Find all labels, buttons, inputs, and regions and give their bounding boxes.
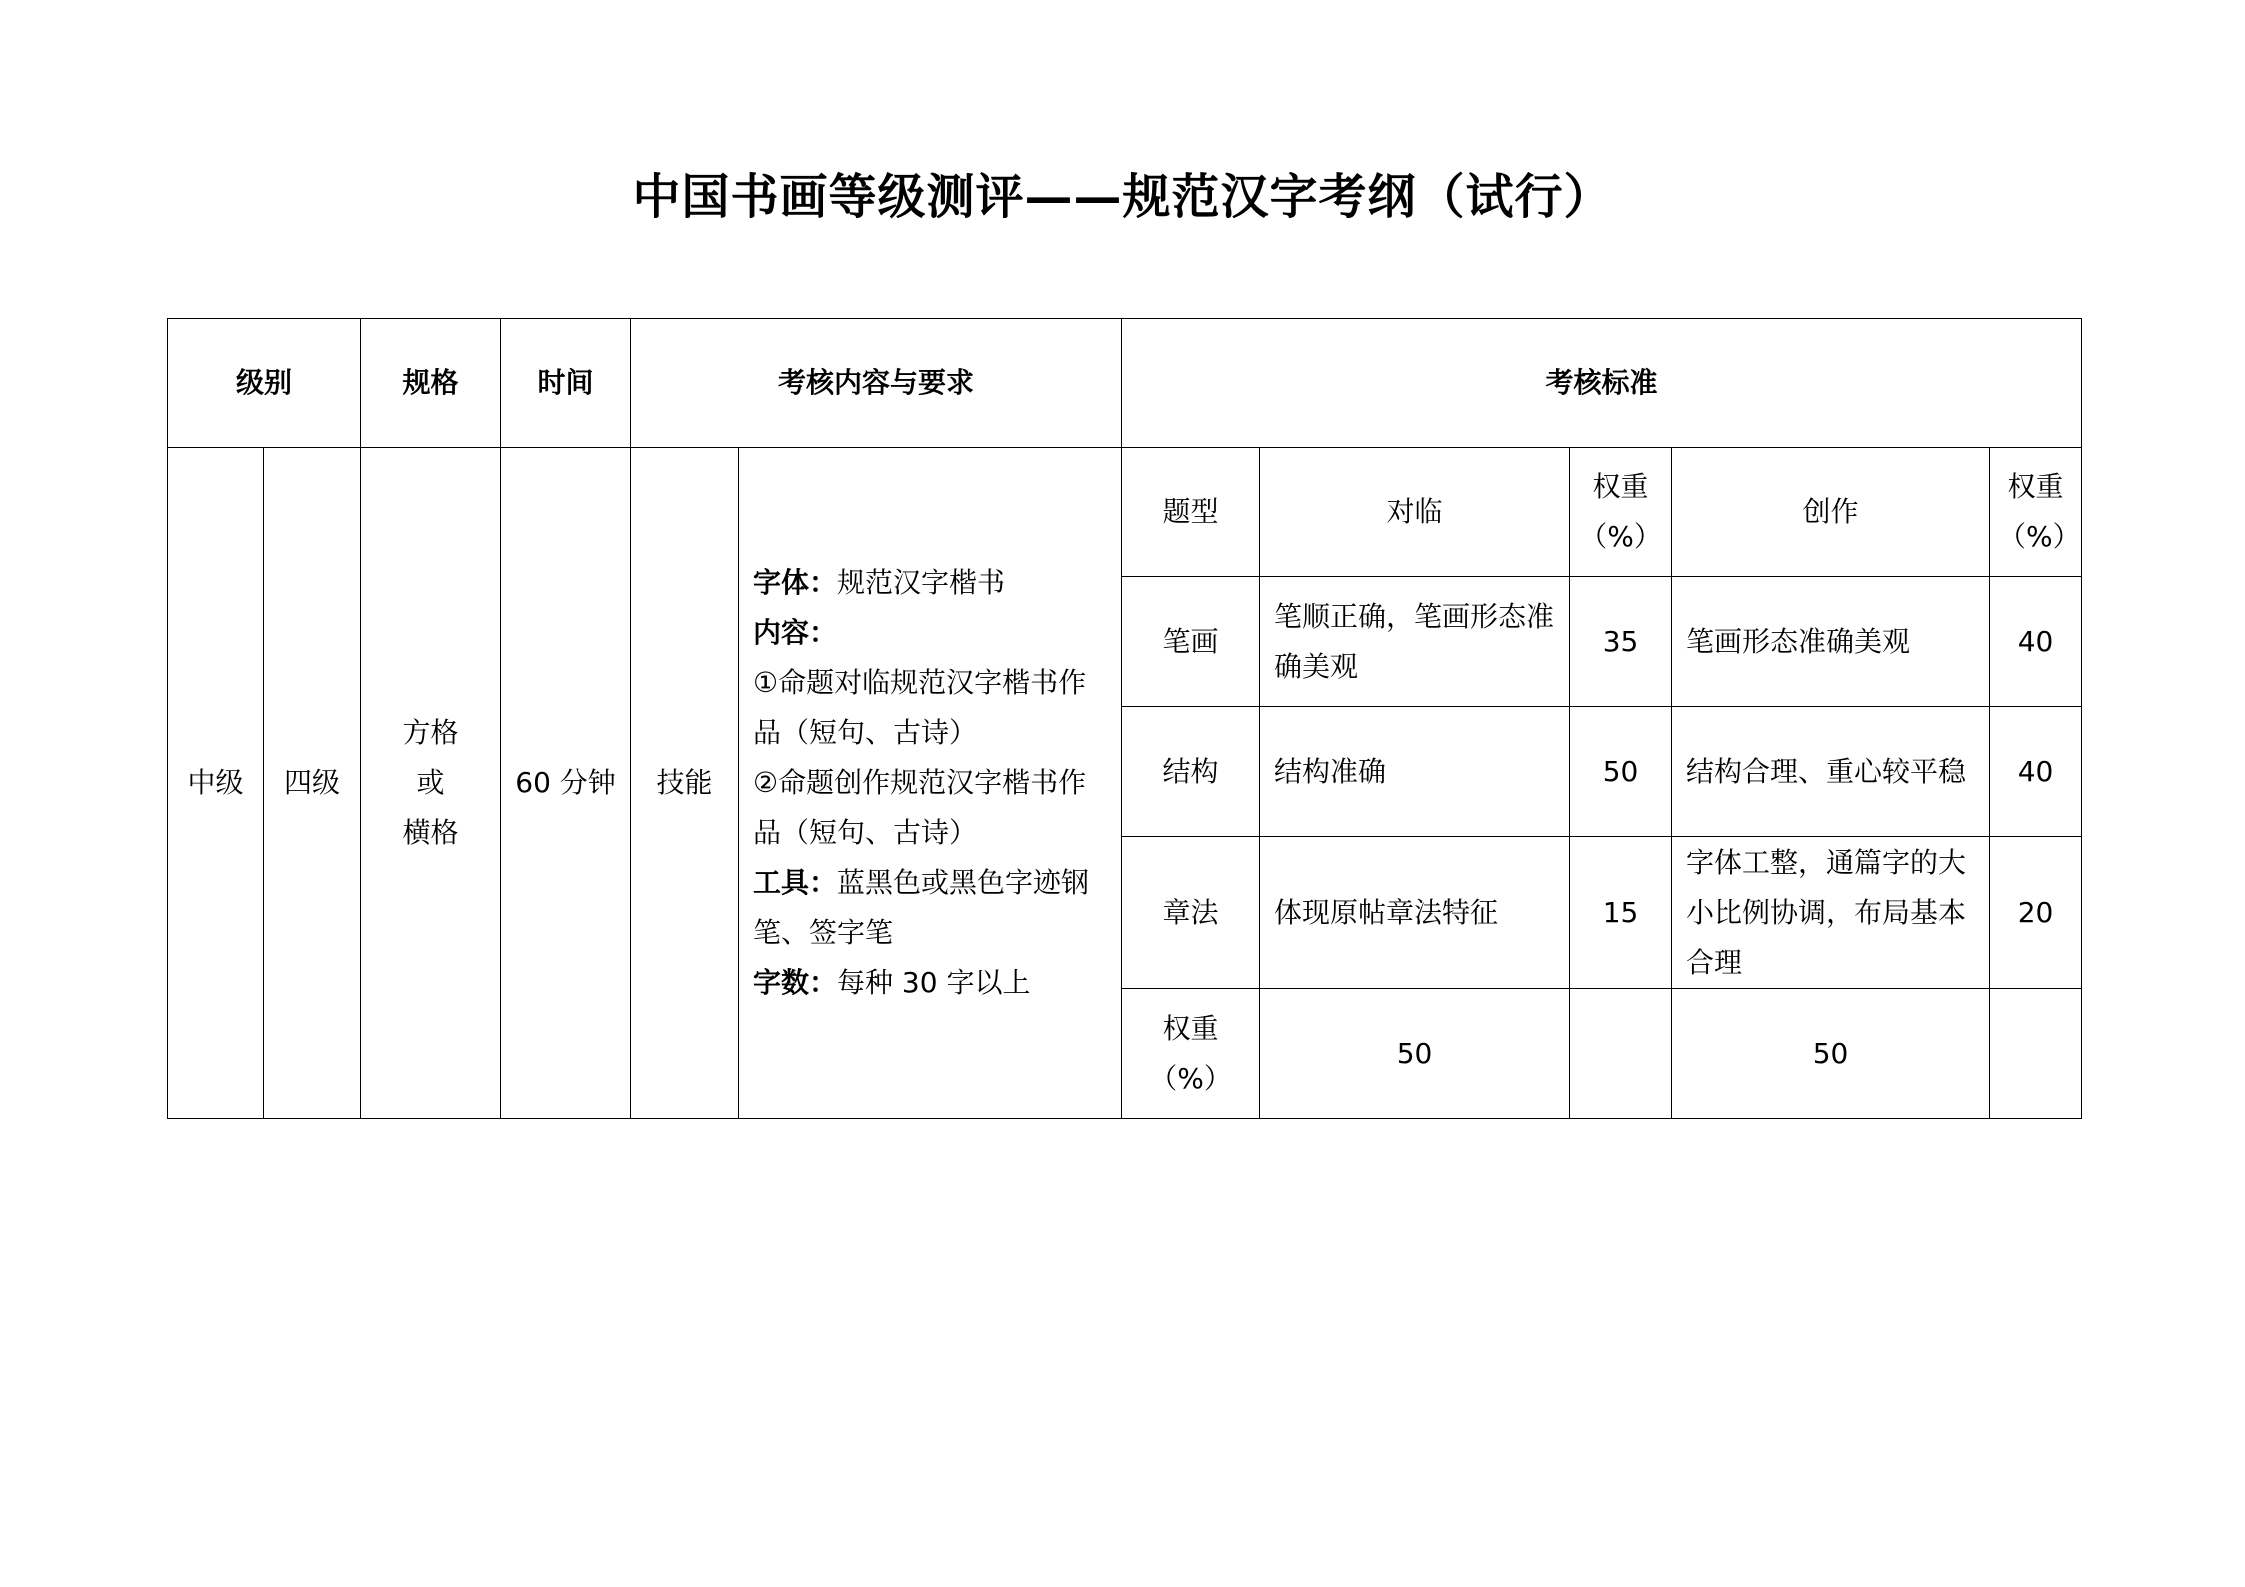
std-head-weight1	[1570, 448, 1672, 577]
weight-unit: （%）	[1579, 520, 1662, 553]
std-row-w2: 40	[1990, 577, 2082, 707]
content-cell	[739, 448, 1122, 1119]
std-row-type: 章法	[1122, 837, 1260, 989]
font-value: 规范汉字楷书	[837, 566, 1006, 599]
tool-label: 工具：	[753, 866, 838, 899]
std-row-w2: 40	[1990, 707, 2082, 837]
header-time: 时间	[501, 319, 631, 448]
std-row-type: 结构	[1122, 707, 1260, 837]
std-total-copy: 50	[1260, 989, 1570, 1119]
std-head-create: 创作	[1672, 448, 1990, 577]
page-title: 中国书画等级测评——规范汉字考纲（试行）	[632, 169, 1613, 225]
std-row-type: 笔画	[1122, 577, 1260, 707]
weight-label: 权重	[2007, 470, 2064, 503]
header-standard: 考核标准	[1122, 319, 2082, 448]
std-row-copy: 笔顺正确，笔画形态准确美观	[1260, 577, 1570, 707]
std-row-copy: 体现原帖章法特征	[1260, 837, 1570, 989]
header-spec: 规格	[361, 319, 501, 448]
spec-cell	[361, 448, 501, 1119]
level-minor: 四级	[264, 448, 361, 1119]
std-head-weight2	[1990, 448, 2082, 577]
std-row-w1: 50	[1570, 707, 1672, 837]
std-total-label: 权重（%）	[1122, 989, 1260, 1119]
count-value: 每种 30 字以上	[837, 966, 1031, 999]
spec-line: 或	[416, 766, 445, 799]
font-label: 字体：	[753, 566, 838, 599]
weight-unit: （%）	[1998, 520, 2081, 553]
tool-line	[753, 858, 1109, 958]
count-label: 字数：	[753, 966, 838, 999]
std-row-create: 结构合理、重心较平稳	[1672, 707, 1990, 837]
tool-value: 蓝黑色或黑色字迹钢笔、签字笔	[753, 866, 1090, 949]
std-head-type: 题型	[1122, 448, 1260, 577]
std-row-w1: 35	[1570, 577, 1672, 707]
level-major: 中级	[168, 448, 264, 1119]
spec-line: 横格	[402, 816, 459, 849]
content-item-2: ②命题创作规范汉字楷书作品（短句、古诗）	[753, 766, 1087, 849]
header-level: 级别	[168, 319, 361, 448]
std-total-create: 50	[1672, 989, 1990, 1119]
std-row-create: 笔画形态准确美观	[1672, 577, 1990, 707]
weight-label: 权重	[1592, 470, 1649, 503]
std-row-w2: 20	[1990, 837, 2082, 989]
count-line	[753, 958, 1109, 1008]
category-cell: 技能	[631, 448, 739, 1119]
time-cell: 60 分钟	[501, 448, 631, 1119]
std-head-copy: 对临	[1260, 448, 1570, 577]
font-line	[753, 558, 1109, 608]
content-label: 内容：	[753, 616, 838, 649]
spec-line: 方格	[402, 716, 459, 749]
std-total-empty1	[1570, 989, 1672, 1119]
exam-outline-table	[167, 318, 2082, 1119]
std-row-create: 字体工整，通篇字的大小比例协调，布局基本合理	[1672, 837, 1990, 989]
header-content: 考核内容与要求	[631, 319, 1122, 448]
content-item-1: ①命题对临规范汉字楷书作品（短句、古诗）	[753, 666, 1087, 749]
std-row-copy: 结构准确	[1260, 707, 1570, 837]
std-total-empty2	[1990, 989, 2082, 1119]
std-row-w1: 15	[1570, 837, 1672, 989]
